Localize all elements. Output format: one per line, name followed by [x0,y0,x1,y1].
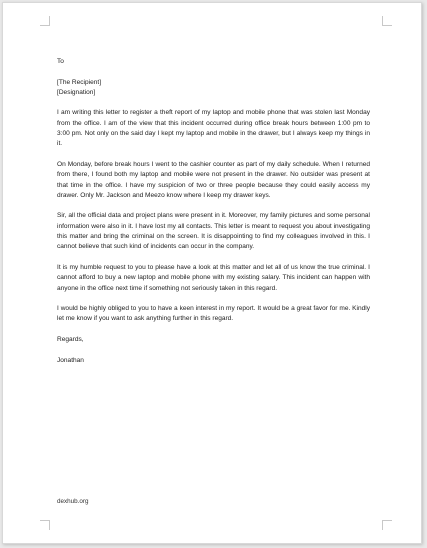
footer-site-text: dexhub.org [57,498,89,505]
letter-signature: Jonathan [57,356,84,364]
letter-paragraph: Sir, all the official data and project plans were present in it. Moreover, my family pictures and some personal information were also in it. I have lost my all contacts. This letter is meant to request you about investigating this matter and bring the criminal on the screen. It is disappointing to find my colleagues involved in this. I cannot believe that such kind of incidents can occur in the company. [57,212,370,251]
recipient-name: [The Recipient] [57,78,102,86]
margin-corner-mark [382,16,392,26]
margin-corner-mark [40,520,50,530]
letter-paragraph: On Monday, before break hours I went to the cashier counter as part of my daily schedule. When I returned from there, I found both my laptop and mobile were not present in the drawer. No outsider was present at that time in the office. I have my suspicion of two or three people because they could easily access my drawer. Only Mr. Jackson and Meezo know where I keep my drawer keys. [57,160,370,199]
letter-body [57,57,370,366]
letter-to: To [57,58,64,65]
letter-closing: Regards, [57,336,84,344]
letter-paragraph: It is my humble request to you to please have a look at this matter and let all of us know the true criminal. I cannot afford to buy a new laptop and mobile phone with my existing salary. This incident can happen with anyone in the office next time if something not seriously taken in this regard. [57,263,370,292]
letter-paragraph: I am writing this letter to register a theft report of my laptop and mobile phone that was stolen last Monday from the office. I am of the view that this incident occurred during office break hours between 1:00 pm to 3:00 pm. Not only on the said day I kept my laptop and mobile in the drawer, but I always keep my things in it. [57,109,370,148]
letter-paragraph: I would be highly obliged to you to have a keen interest in my report. It would be a great favor for me. Kindly let me know if you want to ask anything further in this regard. [57,305,370,323]
recipient-designation: [Designation] [57,88,96,96]
margin-corner-mark [40,16,50,26]
margin-corner-mark [382,520,392,530]
